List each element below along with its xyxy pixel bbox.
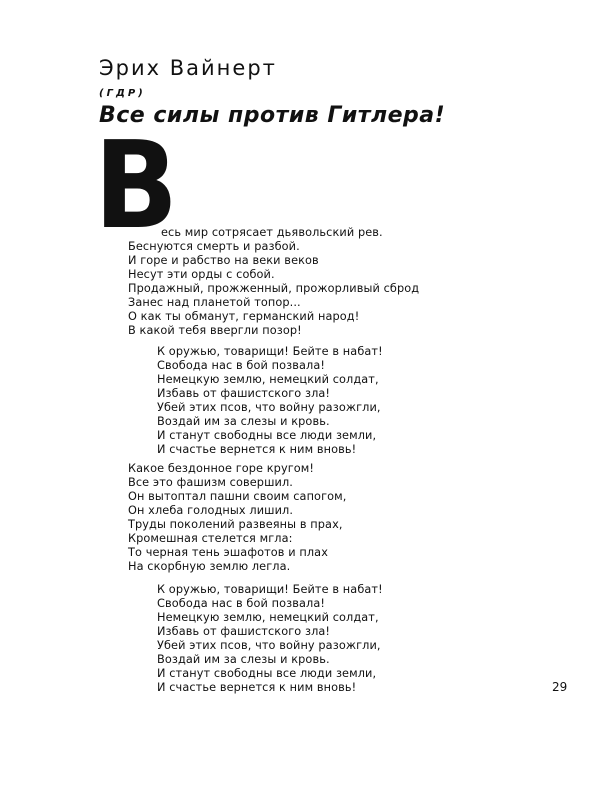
- poem-line: В какой тебя ввергли позор!: [128, 324, 302, 337]
- poem-line: Избавь от фашистского зла!: [157, 625, 331, 638]
- poem-line: Он хлеба голодных лишил.: [128, 504, 294, 517]
- poem-line: И горе и рабство на веки веков: [128, 254, 319, 267]
- poem-line: Беснуются смерть и разбой.: [128, 240, 300, 253]
- poem-line: Избавь от фашистского зла!: [157, 387, 331, 400]
- stanza-3: [128, 462, 346, 574]
- page-number: 29: [552, 680, 568, 694]
- poem-line: И счастье вернется к ним вновь!: [157, 443, 357, 456]
- author-name: Эрих Вайнерт: [99, 56, 277, 80]
- poem-line: Убей этих псов, что войну разожгли,: [157, 401, 381, 414]
- poem-line: И счастье вернется к ним вновь!: [157, 681, 357, 694]
- poem-line: К оружью, товарищи! Бейте в набат!: [157, 583, 383, 596]
- poem-line: Воздай им за слезы и кровь.: [157, 653, 330, 666]
- poem-line: На скорбную землю легла.: [128, 560, 291, 573]
- poem-line: Немецкую землю, немецкий солдат,: [157, 611, 379, 624]
- drop-cap: В: [94, 117, 179, 256]
- poem-line: Он вытоптал пашни своим сапогом,: [128, 490, 347, 503]
- poem-line: Труды поколений развеяны в прах,: [128, 518, 343, 531]
- poem-line: И станут свободны все люди земли,: [157, 667, 377, 680]
- poem-line: Несут эти орды с собой.: [128, 268, 275, 281]
- poem-line: О как ты обманут, германский народ!: [128, 310, 360, 323]
- stanza-4-refrain: [157, 583, 383, 695]
- stanza-2-refrain: [157, 345, 383, 457]
- poem-title: Все силы против Гитлера!: [99, 103, 446, 128]
- poem-line: И станут свободны все люди земли,: [157, 429, 377, 442]
- poem-line: Занес над планетой топор...: [128, 296, 301, 309]
- poem-line: Все это фашизм совершил.: [128, 476, 293, 489]
- poem-line: К оружью, товарищи! Бейте в набат!: [157, 345, 383, 358]
- poem-line: Кромешная стелется мгла:: [128, 532, 293, 545]
- stanza-1: [128, 226, 419, 338]
- poem-line: Воздай им за слезы и кровь.: [157, 415, 330, 428]
- poem-line: Свобода нас в бой позвала!: [157, 359, 325, 372]
- poem-line: есь мир сотрясает дьявольский рев.: [161, 226, 383, 239]
- poem-line: Какое бездонное горе кругом!: [128, 462, 315, 475]
- poem-line: То черная тень эшафотов и плах: [128, 546, 328, 559]
- poem-line: Продажный, прожженный, прожорливый сброд: [128, 282, 420, 295]
- poem-line: Немецкую землю, немецкий солдат,: [157, 373, 379, 386]
- poem-line: Убей этих псов, что войну разожгли,: [157, 639, 381, 652]
- country-label: (ГДР): [99, 88, 146, 99]
- poem-line: Свобода нас в бой позвала!: [157, 597, 325, 610]
